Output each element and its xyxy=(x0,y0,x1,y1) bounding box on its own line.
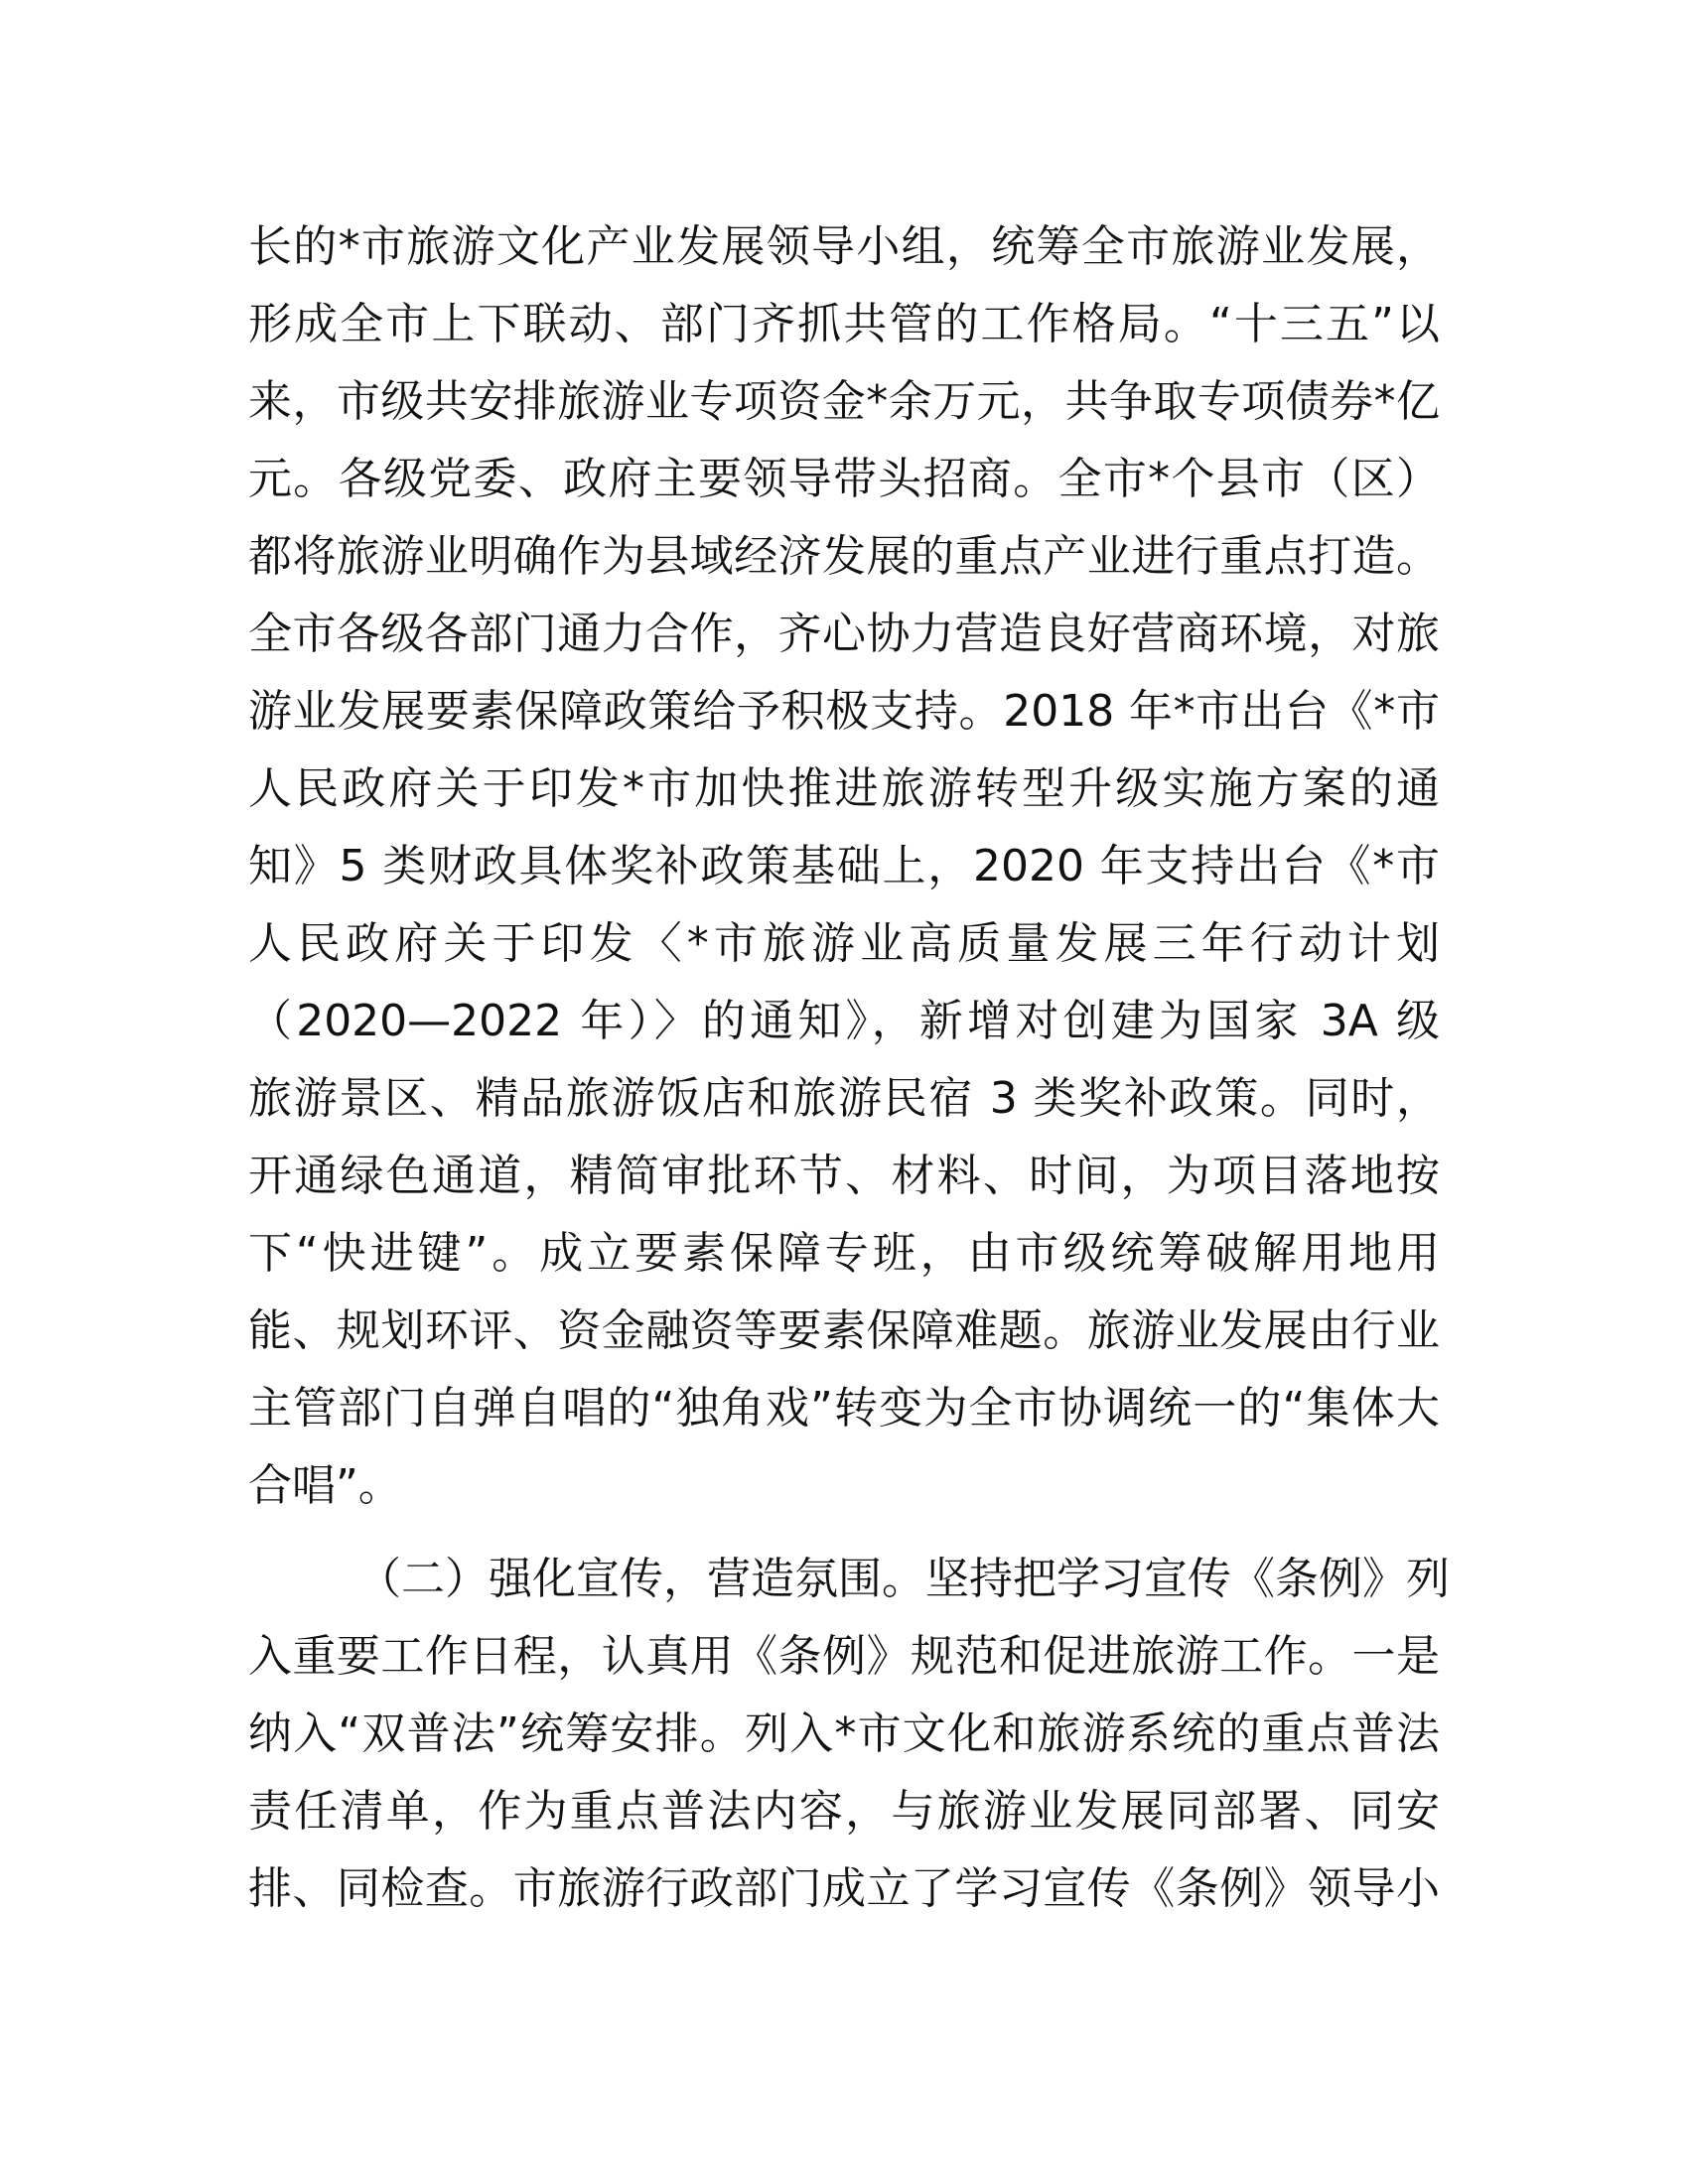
paragraph-1 xyxy=(248,208,1440,1525)
paragraph-gap xyxy=(248,1525,1440,1541)
text-line: 长的*市旅游文化产业发展领导小组，统筹全市旅游业发展， xyxy=(248,221,1440,272)
text-line: （二）强化宣传，营造氛围。坚持把学习宣传《条例》列 xyxy=(357,1554,1450,1604)
text-line: 主管部门自弹自唱的“独角戏”转变为全市协调统一的“集体大 xyxy=(248,1383,1440,1433)
text-line: 游业发展要素保障政策给予积极支持。2018 年*市出台《*市 xyxy=(248,686,1440,737)
text-line: 能、规划环评、资金融资等要素保障难题。旅游业发展由行业 xyxy=(248,1305,1440,1356)
text-line: 排、同检查。市旅游行政部门成立了学习宣传《条例》领导小 xyxy=(248,1863,1440,1914)
text-line: 来，市级共安排旅游业专项资金*余万元，共争取专项债券*亿 xyxy=(248,376,1440,427)
text-line: 人民政府关于印发〈*市旅游业高质量发展三年行动计划 xyxy=(248,918,1440,969)
text-line: 全市各级各部门通力合作，齐心协力营造良好营商环境，对旅 xyxy=(248,609,1440,659)
text-line: 都将旅游业明确作为县域经济发展的重点产业进行重点打造。 xyxy=(248,531,1440,582)
text-line: 责任清单，作为重点普法内容，与旅游业发展同部署、同安 xyxy=(248,1786,1440,1837)
text-line: 人民政府关于印发*市加快推进旅游转型升级实施方案的通 xyxy=(248,763,1440,814)
text-line: 形成全市上下联动、部门齐抓共管的工作格局。“十三五”以 xyxy=(248,299,1440,349)
text-line: 入重要工作日程，认真用《条例》规范和促进旅游工作。一是 xyxy=(248,1631,1440,1682)
text-line: 元。各级党委、政府主要领导带头招商。全市*个县市（区） xyxy=(248,454,1440,504)
text-line: 纳入“双普法”统筹安排。列入*市文化和旅游系统的重点普法 xyxy=(248,1708,1440,1759)
text-line: 下“快进键”。成立要素保障专班，由市级统筹破解用地用 xyxy=(248,1228,1440,1279)
paragraph-2 xyxy=(248,1541,1450,1928)
text-line: （2020—2022 年）〉的通知》，新增对创建为国家 3A 级 xyxy=(248,996,1440,1046)
text-line: 合唱”。 xyxy=(248,1460,402,1511)
text-line: 开通绿色通道，精简审批环节、材料、时间，为项目落地按 xyxy=(248,1151,1440,1201)
text-line: 旅游景区、精品旅游饭店和旅游民宿 3 类奖补政策。同时， xyxy=(248,1073,1440,1124)
text-line: 知》5 类财政具体奖补政策基础上，2020 年支持出台《*市 xyxy=(248,841,1440,891)
document-body xyxy=(248,208,1450,1928)
